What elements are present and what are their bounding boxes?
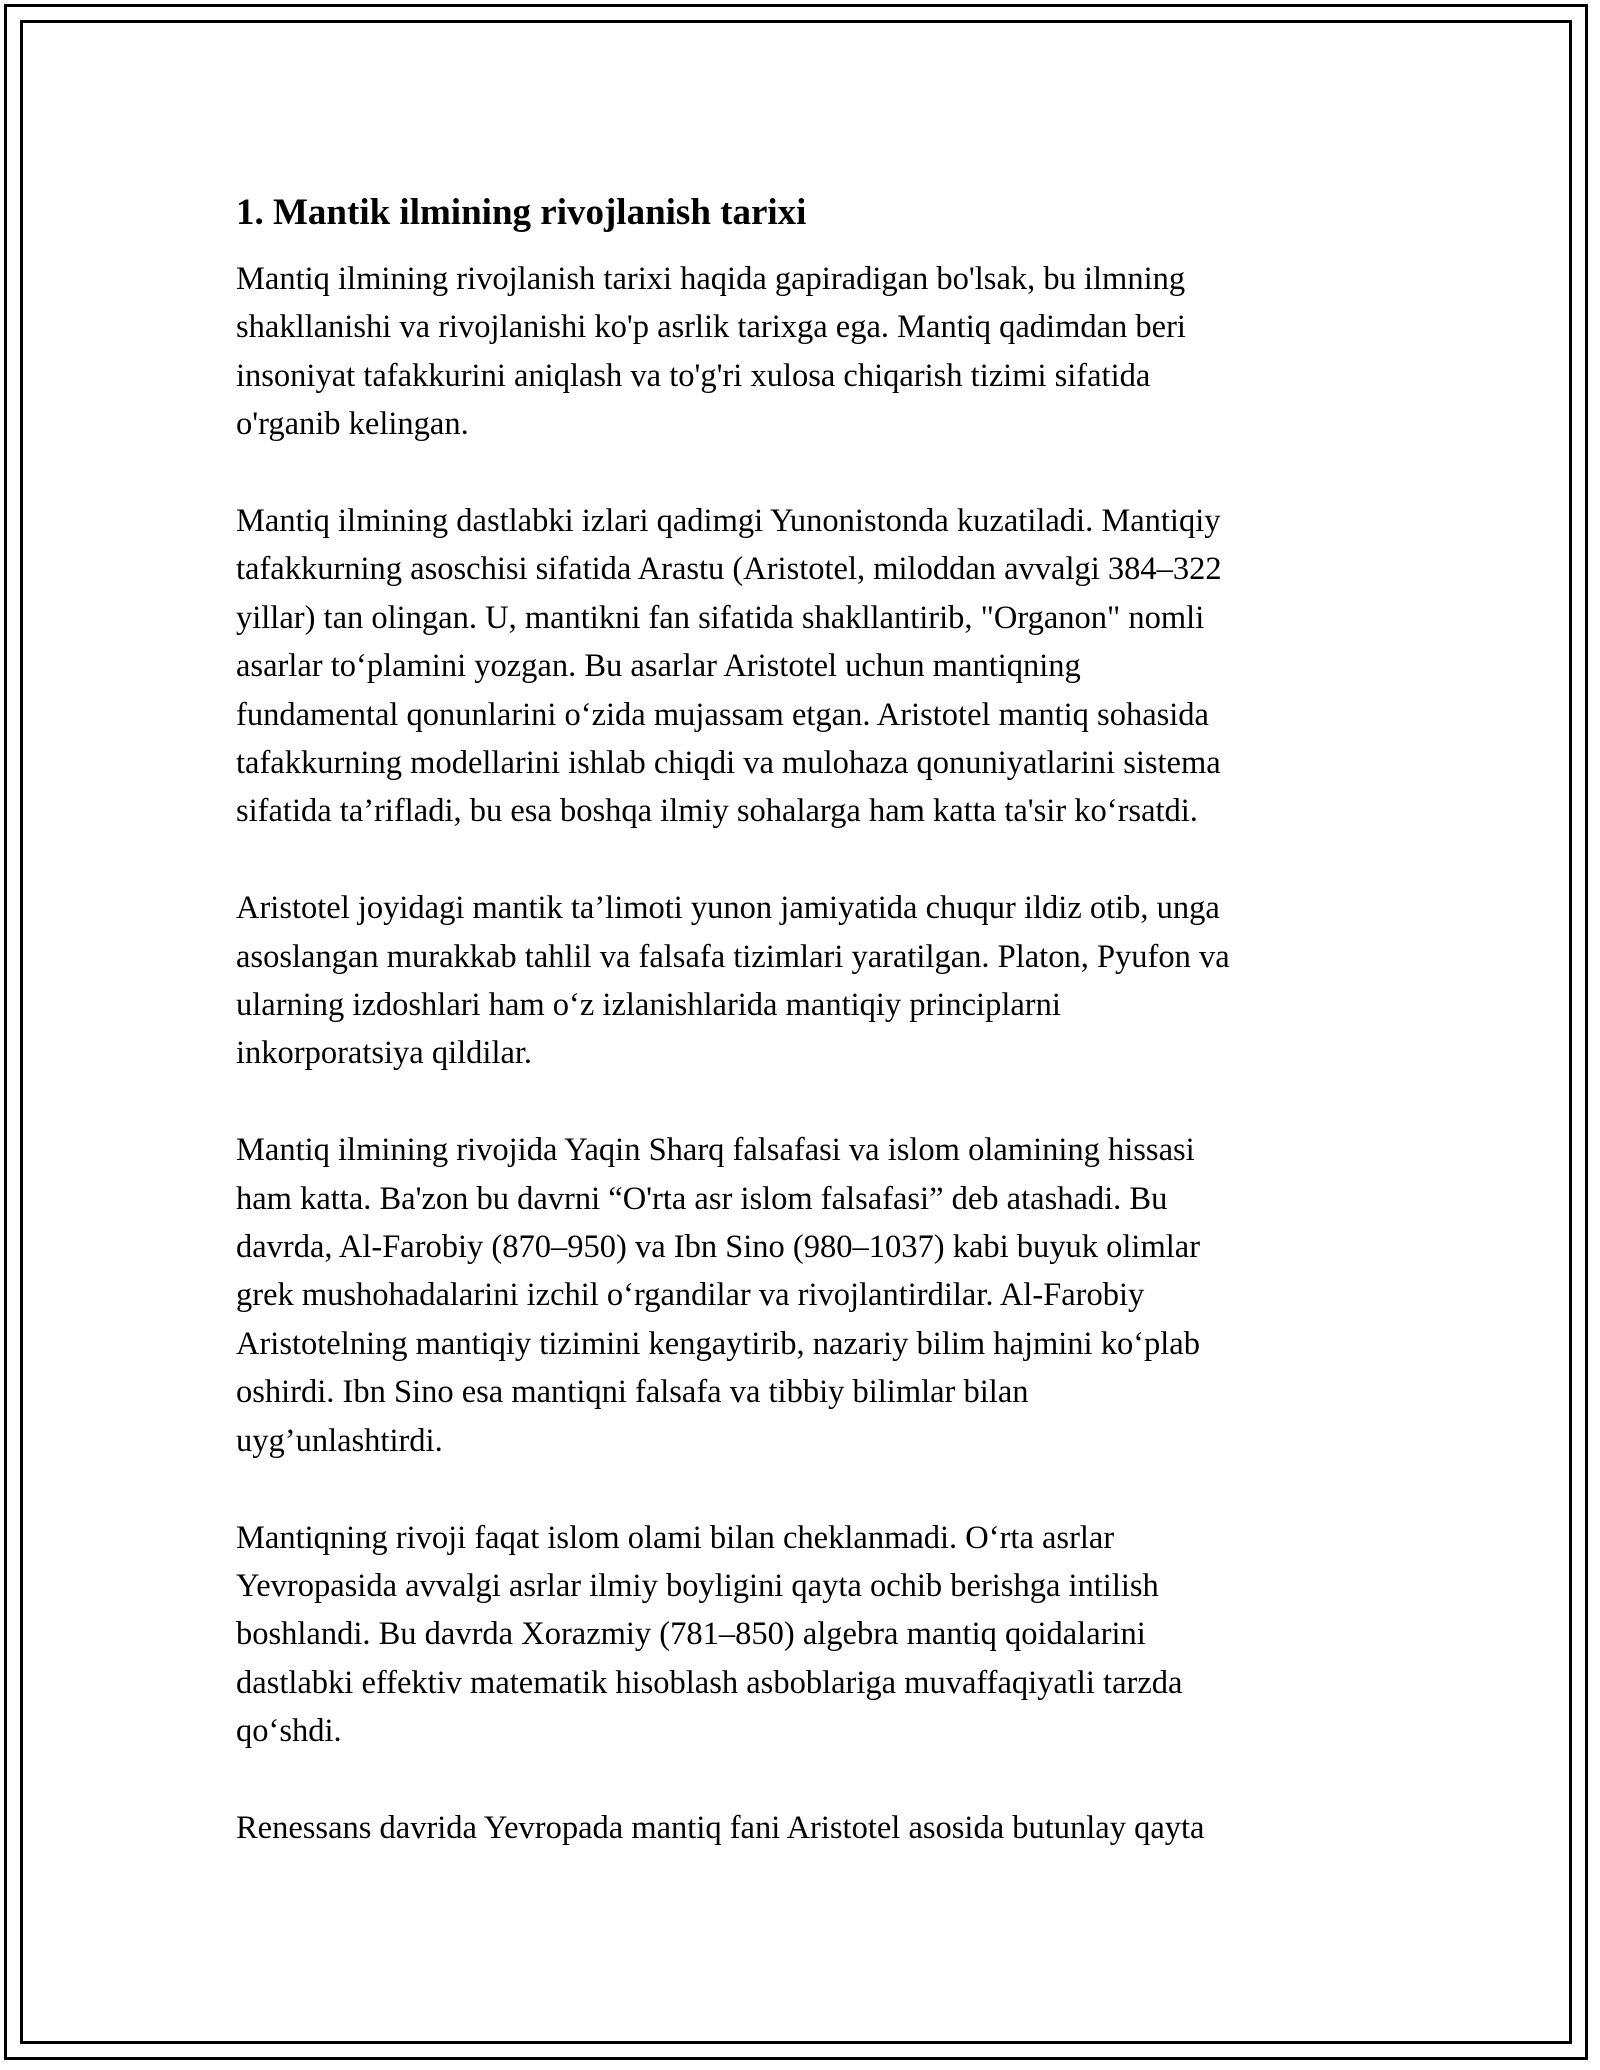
text-line: Mantiqning rivoji faqat islom olami bilan cheklanmadi. O‘rta asrlar <box>236 1519 1115 1556</box>
text-line: Mantiq ilmining rivojlanish tarixi haqida gapiradigan bo'lsak, bu ilmning <box>236 261 1186 297</box>
text-line: Mantiq ilmining rivojida Yaqin Sharq falsafasi va islom olamining hissasi <box>236 1132 1195 1169</box>
text-line: Aristotel joyidagi mantik ta’limoti yunon jamiyatida chuqur ildiz otib, unga <box>236 890 1220 927</box>
text-line: uyg’unlashtirdi. <box>236 1422 443 1459</box>
text-line: o'rganib kelingan. <box>236 406 469 443</box>
text-line: oshirdi. Ibn Sino esa mantiqni falsafa va tibbiy bilimlar bilan <box>236 1374 1029 1411</box>
text-line: Renessans davrida Yevropada mantiq fani Aristotel asosida butunlay qayta <box>236 1809 1205 1846</box>
text-line: Yevropasida avvalgi asrlar ilmiy boyligini qayta ochib berishga intilish <box>236 1567 1159 1604</box>
text-line: fundamental qonunlarini o‘zida mujassam etgan. Aristotel mantiq sohasida <box>236 696 1209 733</box>
paragraph-islamic-world <box>236 1126 1386 1465</box>
paragraph-medieval-europe <box>236 1514 1386 1756</box>
text-line: dastlabki effektiv matematik hisoblash asboblariga muvaffaqiyatli tarzda <box>236 1664 1183 1701</box>
paragraph-greece <box>236 497 1386 836</box>
text-line: inkorporatsiya qildilar. <box>236 1035 533 1072</box>
document-body <box>236 185 1386 1901</box>
text-line: davrda, Al-Farobiy (870–950) va Ibn Sino (980–1037) kabi buyuk olimlar <box>236 1229 1201 1266</box>
paragraph-aristotle-legacy <box>236 884 1386 1078</box>
text-line: boshlandi. Bu davrda Xorazmiy (781–850) algebra mantiq qoidalarini <box>236 1616 1146 1653</box>
text-line: grek mushohadalarini izchil o‘rgandilar va rivojlantirdilar. Al-Farobiy <box>236 1277 1145 1314</box>
paragraph-intro <box>236 255 1386 449</box>
text-line: Aristotelning mantiqiy tizimini kengaytirib, nazariy bilim hajmini ko‘plab <box>236 1325 1200 1362</box>
text-line: insoniyat tafakkurini aniqlash va to'g'ri xulosa chiqarish tizimi sifatida <box>236 357 1151 394</box>
text-line: qo‘shdi. <box>236 1713 342 1750</box>
text-line: Mantiq ilmining dastlabki izlari qadimgi Yunonistonda kuzatiladi. Mantiqiy <box>236 503 1221 540</box>
text-line: yillar) tan olingan. U, mantikni fan sifatida shakllantirib, "Organon" nomli <box>236 599 1205 636</box>
text-line: sifatida ta’rifladi, bu esa boshqa ilmiy sohalarga ham katta ta'sir ko‘rsatdi. <box>236 793 1198 830</box>
text-line: asarlar to‘plamini yozgan. Bu asarlar Aristotel uchun mantiqning <box>236 648 1081 685</box>
text-line: tafakkurning modellarini ishlab chiqdi va mulohaza qonuniyatlarini sistema <box>236 745 1221 782</box>
text-line: tafakkurning asoschisi sifatida Arastu (Aristotel, miloddan avvalgi 384–322 <box>236 551 1222 588</box>
section-heading: 1. Mantik ilmining rivojlanish tarixi <box>236 192 807 233</box>
text-line: ham katta. Ba'zon bu davrni “O'rta asr islom falsafasi” deb atashadi. Bu <box>236 1180 1168 1217</box>
text-line: shakllanishi va rivojlanishi ko'p asrlik tarixga ega. Mantiq qadimdan beri <box>236 309 1186 346</box>
paragraph-renaissance <box>236 1804 1386 1852</box>
text-line: ularning izdoshlari ham o‘z izlanishlarida mantiqiy principlarni <box>236 987 1061 1024</box>
text-line: asoslangan murakkab tahlil va falsafa tizimlari yaratilgan. Platon, Pyufon va <box>236 938 1230 975</box>
